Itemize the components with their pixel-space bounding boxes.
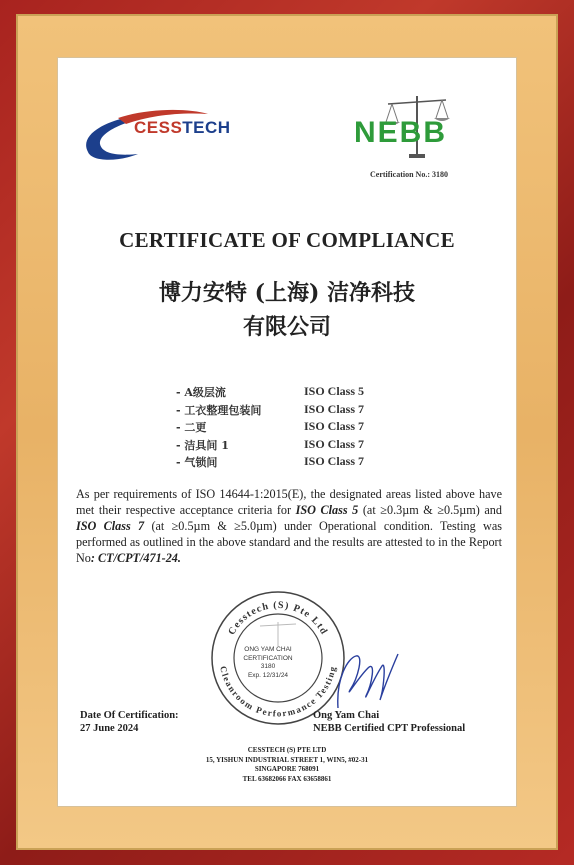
area-row (176, 454, 476, 472)
area-row (176, 384, 476, 402)
area-name: - A级层流 (176, 386, 226, 399)
certification-number: Certification No.: 3180 (370, 170, 448, 179)
company-name-line1: 博力安特 (上海) 洁净科技 (158, 280, 416, 306)
area-class: ISO Class 5 (304, 384, 365, 398)
signature-icon (328, 638, 408, 718)
area-list (176, 384, 476, 472)
signer-name: Ong Yam Chai (313, 710, 380, 721)
seal-center-text: ONG YAM CHAI CERTIFICATION 3180 Exp. 12/31/24 (243, 646, 293, 679)
area-row (176, 437, 476, 455)
area-class: ISO Class 7 (304, 454, 365, 468)
seal-top-arc: Cesstech (S) Pte Ltd (226, 599, 330, 638)
seal-bottom-arc: Cleanroom Performance Testing (218, 665, 338, 719)
area-class: ISO Class 7 (304, 436, 365, 451)
date-label: Date Of Certification: (80, 710, 179, 721)
compliance-statement: As per requirements of ISO 14644-1:2015(E), the designated areas listed above have met their respective acceptance criteria for ISO Class 5 (at ≥0.3µm & ≥0.5µm) and ISO Class 7 (at ≥0.5µm & ≥5.0µm) under Operational condition. Testing was performed as outlined in the above standard and the results are attested to in the Report No: CT/CPT/471-24. (76, 487, 502, 565)
area-name: - 工衣整理包装间 (176, 403, 262, 417)
nebb-logo (354, 92, 482, 182)
area-row (176, 419, 476, 437)
area-class: ISO Class 7 (304, 401, 365, 416)
area-name: - 气锁间 (176, 456, 218, 469)
area-name: - 洁具间 1 (176, 438, 229, 452)
area-class: ISO Class 7 (304, 419, 365, 433)
signer-title: NEBB Certified CPT Professional (313, 723, 466, 734)
company-name-line2: 有限公司 (242, 314, 331, 340)
cesstech-logo (78, 104, 238, 164)
certificate-paper (58, 58, 516, 806)
date-value: 27 June 2024 (80, 723, 139, 734)
nebb-wordmark: NEBB (354, 116, 448, 149)
area-name: - 二更 (176, 421, 207, 434)
certificate-title: CERTIFICATE OF COMPLIANCE (119, 228, 455, 252)
cesstech-wordmark: CESSTECH (134, 118, 231, 137)
company-address: CESSTECH (S) PTE LTD 15, YISHUN INDUSTRIAL STREET 1, WIN5, #02-31 SINGAPORE 768091 TEL 63682066 FAX 63658861 (205, 746, 369, 783)
area-row (176, 402, 476, 420)
